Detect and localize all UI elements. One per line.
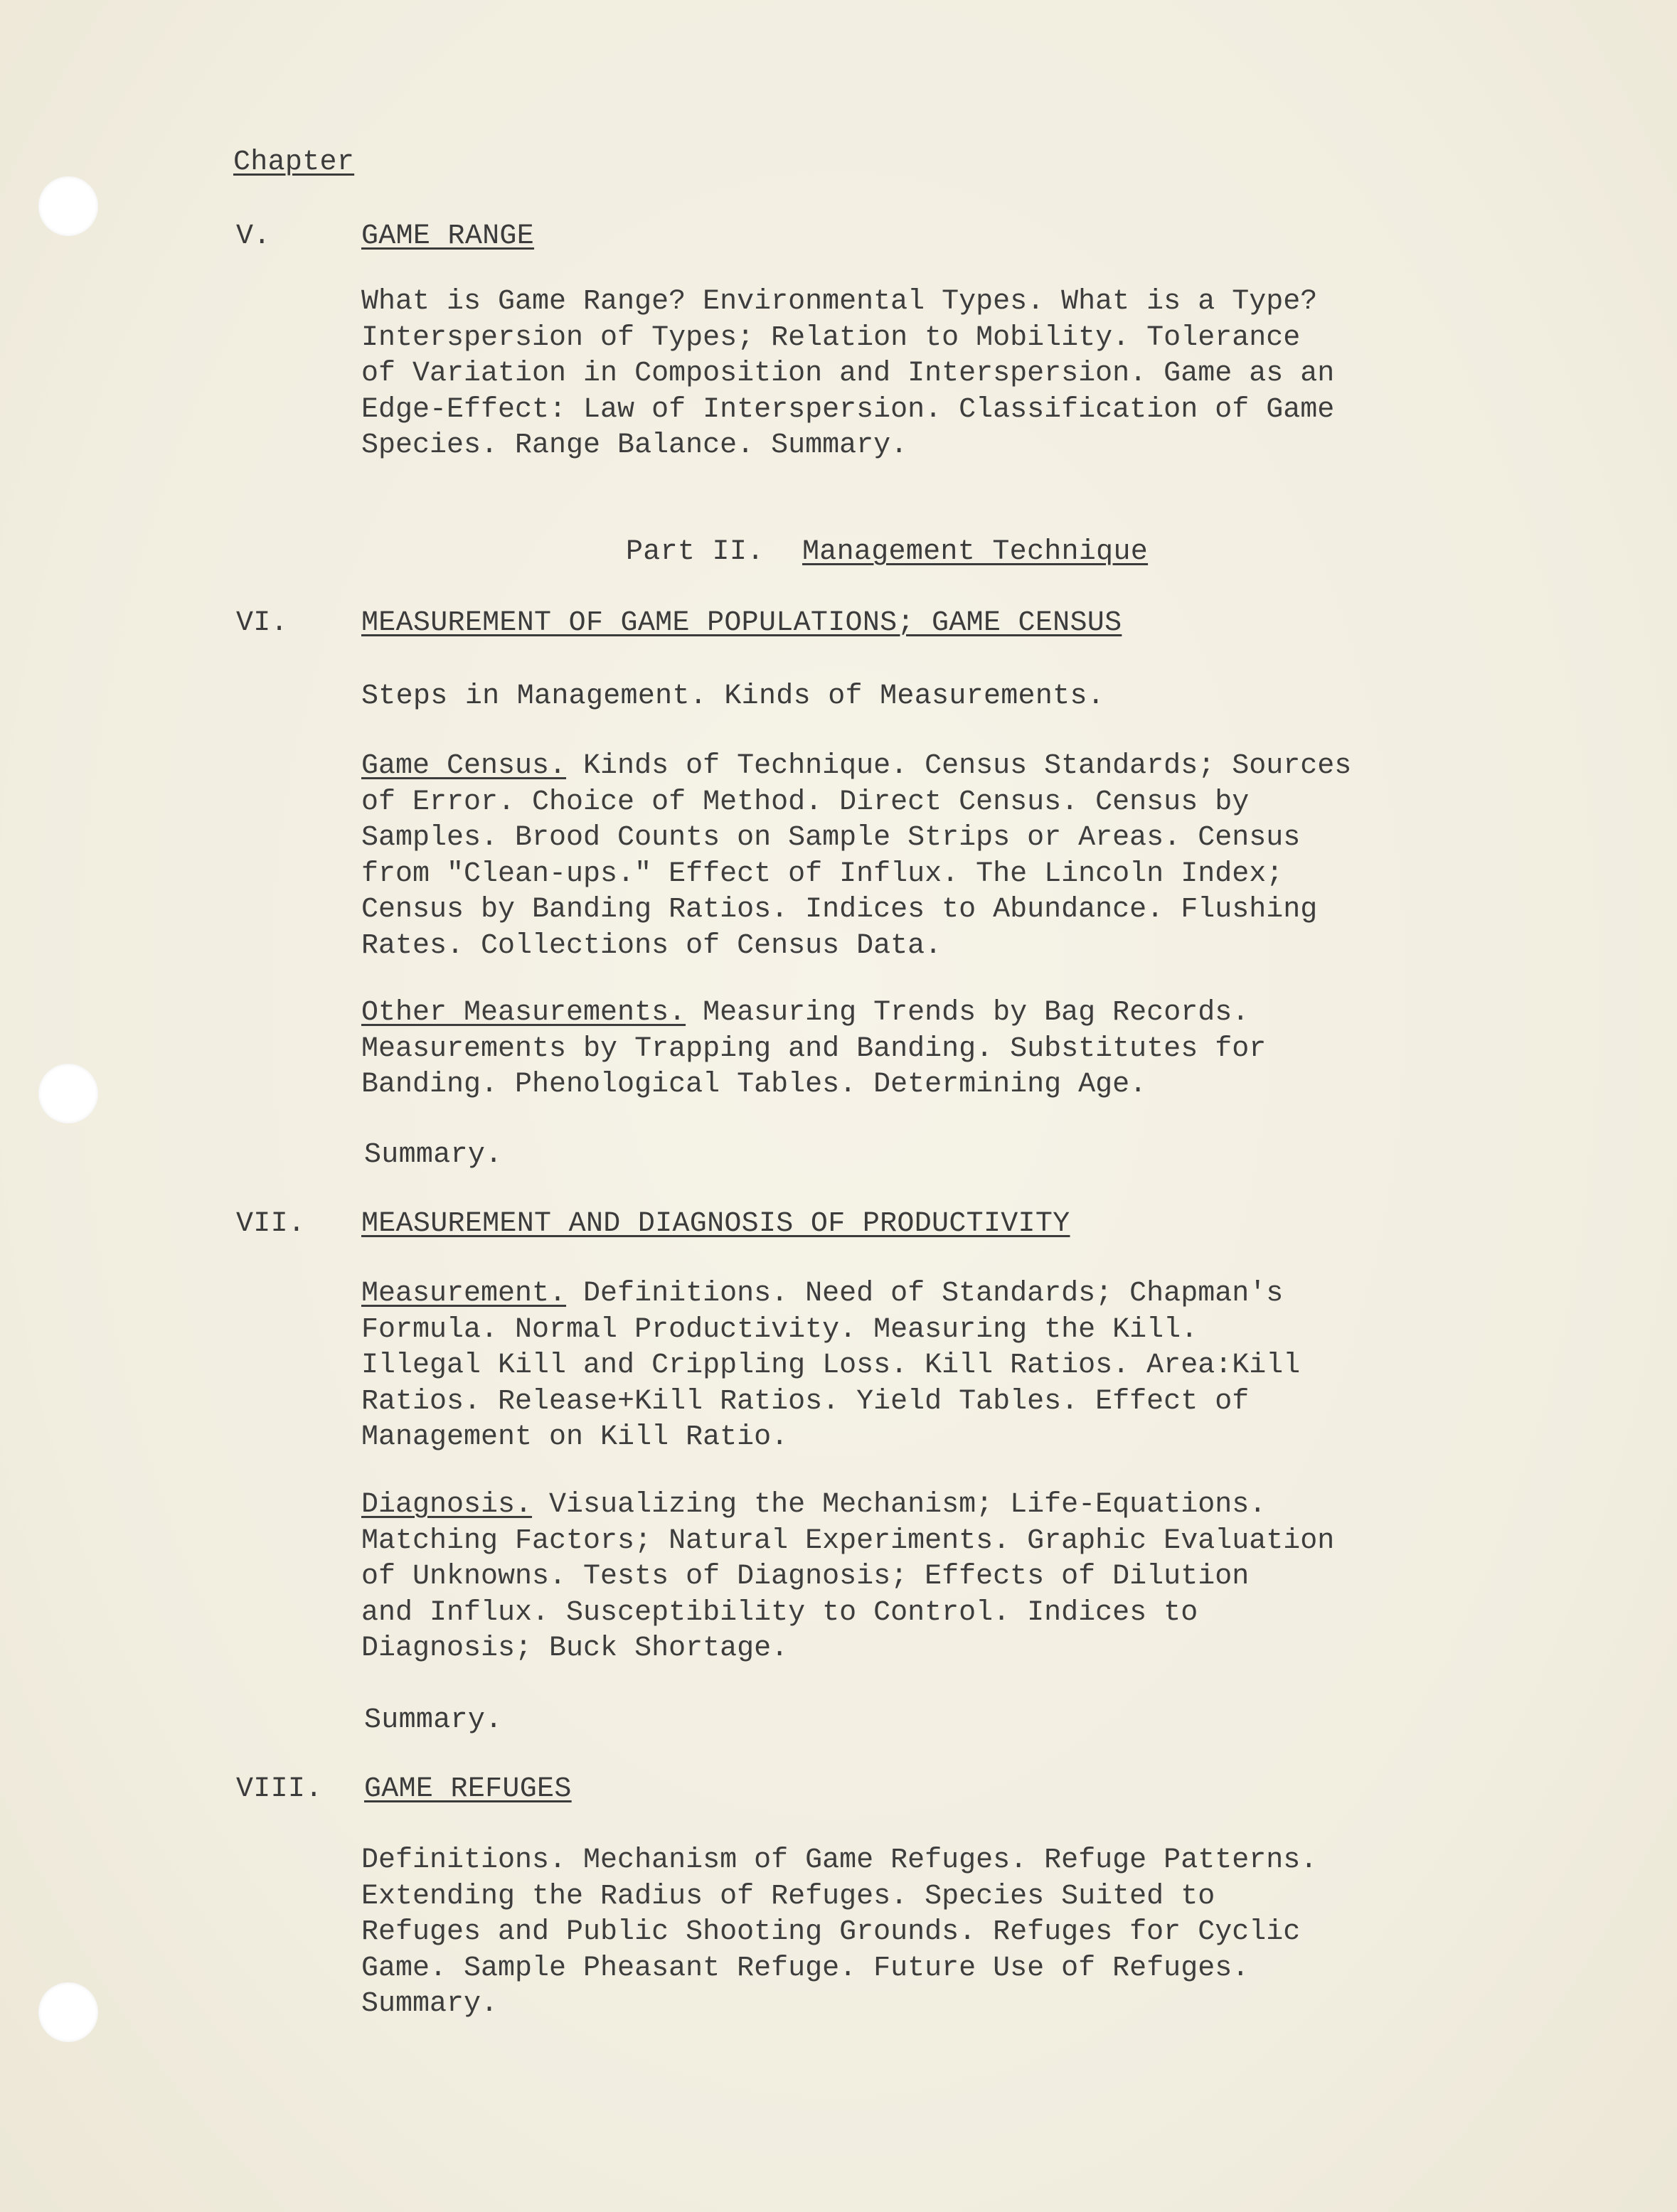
chapter-v-line: of Variation in Composition and Interspersion. Game as an [361,358,1335,390]
measurement-line: Management on Kill Ratio. [361,1421,789,1453]
chapter-v-line: What is Game Range? Environmental Types. What is a Type? [361,286,1318,318]
chapter-viii-body [361,1843,1317,2023]
chapter-vi-numeral: VI. [236,607,288,639]
measurement-first-line-rest: Definitions. Need of Standards; Chapman's [566,1278,1284,1310]
game-census-first-line [361,749,1351,785]
game-census-line: from "Clean-ups." Effect of Influx. The Lincoln Index; [361,857,1284,890]
chapter-vi-title: MEASUREMENT OF GAME POPULATIONS; GAME CENSUS [361,607,1122,639]
chapter-viii-numeral: VIII. [236,1773,323,1805]
diagnosis-line: of Unknowns. Tests of Diagnosis; Effects of Dilution [361,1561,1250,1593]
chapter-v-line: Interspersion of Types; Relation to Mobility. Tolerance [361,321,1301,354]
chapter-viii-line: Extending the Radius of Refuges. Species Suited to [361,1880,1215,1913]
game-census-first-line-rest: Kinds of Technique. Census Standards; Sources [566,750,1352,782]
game-census-line: Rates. Collections of Census Data. [361,929,942,962]
chapter-viii-title: GAME REFUGES [364,1773,572,1805]
diagnosis-line: Matching Factors; Natural Experiments. Graphic Evaluation [361,1524,1335,1557]
chapter-viii-line: Game. Sample Pheasant Refuge. Future Use of Refuges. [361,1952,1250,1984]
chapter-v-numeral: V. [236,220,271,252]
other-measurements-first-line-rest: Measuring Trends by Bag Records. [686,997,1250,1029]
punch-hole-bottom [38,1982,98,2042]
other-measurements-first-line [361,995,1266,1032]
game-census-line: Census by Banding Ratios. Indices to Abundance. Flushing [361,894,1318,926]
chapter-viii-line: Refuges and Public Shooting Grounds. Refuges for Cyclic [361,1916,1301,1948]
measurement-line: Ratios. Release+Kill Ratios. Yield Tables. Effect of [361,1385,1250,1418]
other-measurements-section [361,995,1266,1104]
chapter-vi-summary: Summary. [364,1139,503,1171]
chapter-vii-numeral: VII. [236,1208,306,1240]
measurement-first-line [361,1276,1300,1313]
punch-hole-top [38,176,98,236]
game-census-line: of Error. Choice of Method. Direct Census. Census by [361,786,1250,818]
other-measurements-heading: Other Measurements. [361,997,686,1029]
game-census-line: Samples. Brood Counts on Sample Strips or Areas. Census [361,822,1301,854]
chapter-vii-title: MEASUREMENT AND DIAGNOSIS OF PRODUCTIVITY [361,1208,1070,1240]
measurement-line: Formula. Normal Productivity. Measuring the Kill. [361,1313,1198,1346]
chapter-v-body [361,284,1334,464]
measurement-heading: Measurement. [361,1278,567,1310]
other-measurements-line: Banding. Phenological Tables. Determining Age. [361,1069,1147,1101]
part-ii-label: Part II. [626,536,765,568]
game-census-heading: Game Census. [361,750,567,782]
diagnosis-line: and Influx. Susceptibility to Control. Indices to [361,1596,1198,1629]
chapter-vii-summary: Summary. [364,1704,503,1736]
measurement-section [361,1276,1300,1456]
other-measurements-line: Measurements by Trapping and Banding. Substitutes for [361,1032,1267,1065]
chapter-viii-line: Summary. [361,1988,499,2020]
diagnosis-section [361,1487,1334,1667]
game-census-section [361,749,1351,964]
part-ii-title: Management Technique [802,536,1149,568]
diagnosis-first-line [361,1487,1334,1524]
chapter-viii-line: Definitions. Mechanism of Game Refuges. Refuge Patterns. [361,1844,1318,1876]
chapter-vi-intro: Steps in Management. Kinds of Measurements. [361,680,1105,712]
diagnosis-first-line-rest: Visualizing the Mechanism; Life-Equations. [532,1489,1267,1521]
chapter-v-line: Edge-Effect: Law of Interspersion. Classification of Game [361,393,1335,426]
diagnosis-heading: Diagnosis. [361,1489,533,1521]
measurement-line: Illegal Kill and Crippling Loss. Kill Ratios. Area:Kill [361,1350,1301,1382]
punch-hole-middle [38,1064,98,1123]
chapter-v-title: GAME RANGE [361,220,535,252]
diagnosis-line: Diagnosis; Buck Shortage. [361,1633,789,1665]
chapter-v-line: Species. Range Balance. Summary. [361,429,908,461]
chapter-header: Chapter [233,146,355,178]
